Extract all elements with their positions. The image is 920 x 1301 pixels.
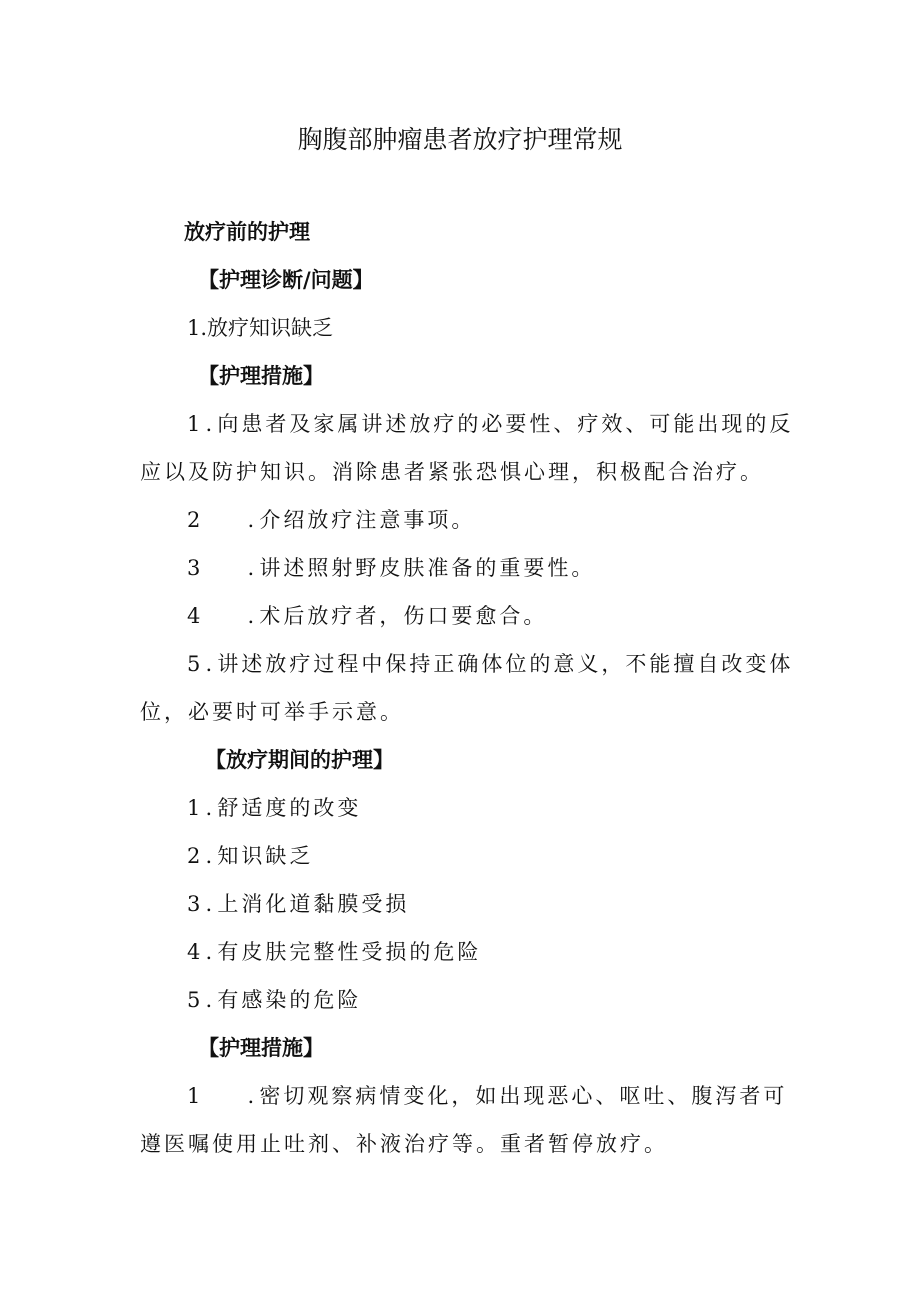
item-number: 4 [187, 940, 204, 964]
item-number: 1 [187, 796, 204, 820]
measure-item: 2 . 介绍放疗注意事项。 [187, 505, 475, 535]
diagnosis-item: 1.放疗知识缺乏 [187, 316, 334, 340]
item-text: 介绍放疗注意事项。 [259, 508, 476, 532]
item-text: 有感染的危险 [217, 988, 362, 1012]
item-number: 1 [187, 412, 204, 436]
item-text: 舒适度的改变 [217, 796, 362, 820]
item-text: 密切观察病情变化，如出现恶心、呕吐、腹泻者可 [259, 1084, 788, 1108]
item-text: 讲述照射野皮肤准备的重要性。 [259, 556, 596, 580]
diagnosis-item: 3 . 上消化道黏膜受损 [187, 889, 409, 919]
section-heading-during-radiotherapy: 【放疗期间的护理】 [205, 747, 394, 772]
item-text: 讲述放疗过程中保持正确体位的意义，不能擅自改变体 [217, 652, 794, 676]
measure-item-continuation: 应以及防护知识。消除患者紧张恐惧心理，积极配合治疗。 [140, 460, 764, 484]
diagnosis-item: 1 . 舒适度的改变 [187, 793, 361, 823]
item-number: 2 [187, 844, 204, 868]
measure-item: 3 . 讲述照射野皮肤准备的重要性。 [187, 553, 595, 583]
nursing-measures-heading: 【护理措施】 [198, 363, 324, 388]
measure-item-continuation: 位，必要时可举手示意。 [140, 700, 404, 724]
measure-item-continuation: 遵医嘱使用止吐剂、补液治疗等。重者暂停放疗。 [140, 1132, 668, 1156]
measure-item: 1 . 密切观察病情变化，如出现恶心、呕吐、腹泻者可 [187, 1081, 787, 1111]
item-text: 上消化道黏膜受损 [217, 892, 410, 916]
diagnosis-item: 4 . 有皮肤完整性受损的危险 [187, 937, 481, 967]
measure-item: 4 . 术后放疗者，伤口要愈合。 [187, 601, 547, 631]
measure-item: 5 . 讲述放疗过程中保持正确体位的意义，不能擅自改变体 [187, 649, 793, 679]
nursing-diagnosis-heading: 【护理诊断/问题】 [198, 267, 374, 292]
item-number: 1 [187, 1084, 204, 1108]
item-text: 知识缺乏 [217, 844, 314, 868]
item-number: 5 [187, 988, 204, 1012]
item-number: 3 [187, 556, 204, 580]
page-title: 胸腹部肿瘤患者放疗护理常规 [297, 125, 623, 154]
item-text: 有皮肤完整性受损的危险 [217, 940, 482, 964]
item-number: 4 [187, 604, 204, 628]
diagnosis-item: 2 . 知识缺乏 [187, 841, 313, 871]
item-number: 3 [187, 892, 204, 916]
item-text: 向患者及家属讲述放疗的必要性、疗效、可能出现的反 [217, 412, 794, 436]
nursing-measures-heading: 【护理措施】 [198, 1035, 324, 1060]
item-number: 5 [187, 652, 204, 676]
diagnosis-item: 5 . 有感染的危险 [187, 985, 361, 1015]
section-heading-pre-radiotherapy: 放疗前的护理 [184, 219, 310, 244]
item-number: 2 [187, 508, 204, 532]
measure-item: 1 . 向患者及家属讲述放疗的必要性、疗效、可能出现的反 [187, 409, 793, 439]
item-text: 术后放疗者，伤口要愈合。 [259, 604, 548, 628]
